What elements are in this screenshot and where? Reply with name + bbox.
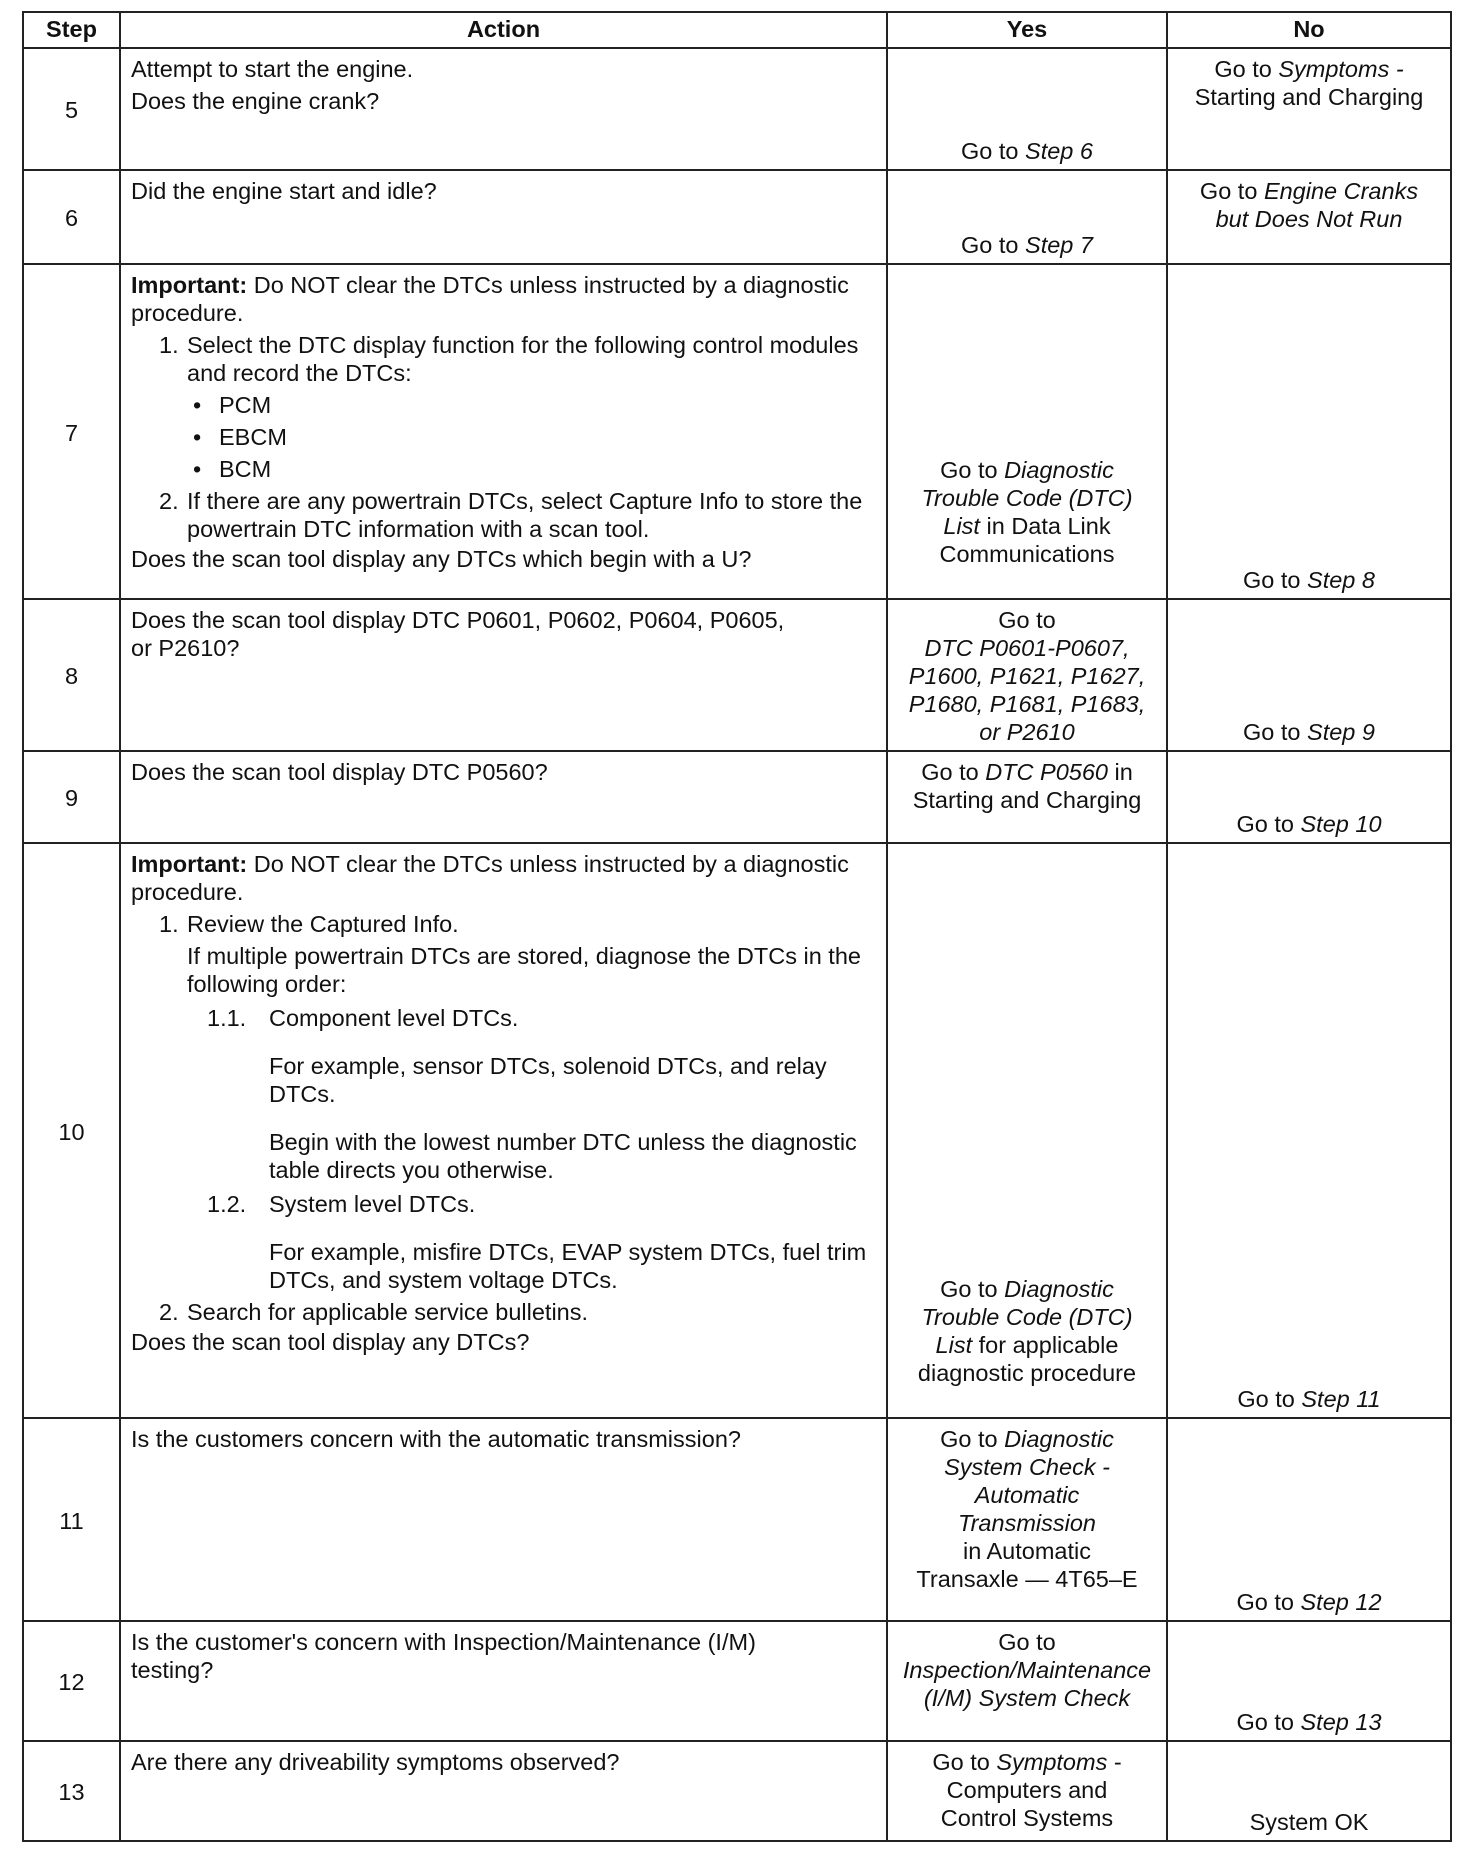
yes-cell (887, 843, 1167, 1418)
list-number: 1. (159, 332, 179, 358)
yes-link[interactable]: List (943, 513, 980, 539)
table-row (23, 1621, 1451, 1741)
no-link[interactable]: Symptoms - (1278, 56, 1404, 82)
action-line: Is the customer's concern with Inspection/Maintenance (I/M) (131, 1629, 756, 1655)
no-cell (1167, 599, 1451, 751)
action-cell (120, 751, 887, 843)
action-line: Does the engine crank? (131, 88, 380, 114)
step-number: 6 (23, 170, 120, 264)
no-text: Go to (1243, 567, 1308, 593)
action-cell (120, 170, 887, 264)
no-text: System OK (1249, 1809, 1369, 1835)
sublist-number: 1.2. (207, 1191, 247, 1217)
action-line: Does the scan tool display DTC P0601, P0602, P0604, P0605, (131, 607, 785, 633)
yes-text: diagnostic procedure (917, 1360, 1137, 1386)
yes-text: in Data Link (979, 513, 1111, 539)
no-cell (1167, 1741, 1451, 1841)
table-row (23, 599, 1451, 751)
sublist-detail: Begin with the lowest number DTC unless the diagnostic table directs you otherwise. (269, 1129, 857, 1183)
yes-text: Go to (961, 232, 1026, 258)
list-number: 1. (159, 911, 179, 937)
no-link[interactable]: Step 9 (1307, 719, 1375, 745)
yes-text: Go to (940, 1276, 1005, 1302)
important-text: Do NOT clear the DTCs unless instructed by a diagnostic procedure. (131, 851, 849, 905)
step-number: 8 (23, 599, 120, 751)
header-yes: Yes (887, 12, 1167, 48)
yes-link[interactable]: Transmission (958, 1510, 1096, 1536)
yes-cell (887, 1741, 1167, 1841)
list-detail: If multiple powertrain DTCs are stored, diagnose the DTCs in the following order: (187, 943, 861, 997)
yes-link[interactable]: Trouble Code (DTC) (921, 485, 1133, 511)
yes-link[interactable]: P1600, P1621, P1627, (908, 663, 1146, 689)
step-number: 5 (23, 48, 120, 170)
yes-text: Control Systems (940, 1805, 1114, 1831)
action-line: Is the customers concern with the automatic transmission? (131, 1426, 741, 1452)
yes-cell (887, 170, 1167, 264)
no-cell (1167, 48, 1451, 170)
yes-link[interactable]: Diagnostic (1004, 1426, 1114, 1452)
sublist-item: System level DTCs. (269, 1191, 476, 1217)
action-line: Attempt to start the engine. (131, 56, 414, 82)
table-row (23, 264, 1451, 599)
list-item: Search for applicable service bulletins. (187, 1299, 589, 1325)
list-item: Review the Captured Info. (187, 911, 459, 937)
no-link[interactable]: but Does Not Run (1215, 206, 1403, 232)
table-row (23, 170, 1451, 264)
no-cell (1167, 170, 1451, 264)
important-label: Important: (131, 851, 248, 877)
action-line: Did the engine start and idle? (131, 178, 437, 204)
yes-link[interactable]: DTC P0560 (985, 759, 1108, 785)
no-text: Go to (1236, 1589, 1301, 1615)
yes-text: in (1107, 759, 1133, 785)
table-row (23, 751, 1451, 843)
yes-text: Go to (961, 138, 1026, 164)
action-question: Does the scan tool display any DTCs which begin with a U? (131, 546, 752, 572)
no-link[interactable]: Step 8 (1307, 567, 1375, 593)
action-line: Does the scan tool display DTC P0560? (131, 759, 548, 785)
no-text: Go to (1236, 1709, 1301, 1735)
yes-cell (887, 264, 1167, 599)
no-link[interactable]: Engine Cranks (1263, 178, 1419, 204)
no-text: Go to (1236, 811, 1301, 837)
no-text: Go to (1243, 719, 1308, 745)
diagnostic-table (22, 11, 1452, 1842)
yes-link[interactable]: Inspection/Maintenance (902, 1657, 1152, 1683)
action-cell (120, 599, 887, 751)
action-cell (120, 1418, 887, 1621)
yes-text: for applicable (972, 1332, 1119, 1358)
list-number: 2. (159, 1299, 179, 1325)
yes-text: Go to (940, 457, 1005, 483)
sublist-number: 1.1. (207, 1005, 247, 1031)
no-cell (1167, 1621, 1451, 1741)
sublist-detail: For example, misfire DTCs, EVAP system DTCs, fuel trim DTCs, and system voltage DTCs. (269, 1239, 867, 1293)
no-text: Starting and Charging (1194, 84, 1424, 110)
important-label: Important: (131, 272, 248, 298)
bullet-item: PCM (219, 392, 272, 418)
header-row (23, 12, 1451, 48)
no-cell (1167, 1418, 1451, 1621)
no-link[interactable]: Step 13 (1300, 1709, 1382, 1735)
action-line: testing? (131, 1657, 214, 1683)
table-row (23, 48, 1451, 170)
step-number: 10 (23, 843, 120, 1418)
action-cell (120, 264, 887, 599)
action-cell (120, 1621, 887, 1741)
no-link[interactable]: Step 12 (1300, 1589, 1382, 1615)
bullet-icon: • (193, 392, 202, 418)
yes-link[interactable]: P1680, P1681, P1683, (908, 691, 1146, 717)
yes-link[interactable]: Diagnostic (1004, 1276, 1114, 1302)
action-cell (120, 1741, 887, 1841)
step-number: 9 (23, 751, 120, 843)
yes-link[interactable]: Trouble Code (DTC) (921, 1304, 1133, 1330)
yes-cell (887, 48, 1167, 170)
sublist-detail: For example, sensor DTCs, solenoid DTCs, and relay DTCs. (269, 1053, 827, 1107)
yes-cell (887, 1621, 1167, 1741)
action-line: or P2610? (131, 635, 240, 661)
yes-cell (887, 599, 1167, 751)
yes-text: Go to (998, 607, 1056, 633)
yes-link[interactable]: Step 7 (1025, 232, 1093, 258)
bullet-icon: • (193, 456, 202, 482)
sublist-item: Component level DTCs. (269, 1005, 519, 1031)
list-item: Select the DTC display function for the following control modules and record the DTCs: (187, 332, 859, 386)
yes-cell (887, 751, 1167, 843)
yes-link[interactable]: (I/M) System Check (923, 1685, 1131, 1711)
yes-link[interactable]: Automatic (974, 1482, 1080, 1508)
yes-text: Computers and (946, 1777, 1108, 1803)
yes-text: - (1107, 1749, 1122, 1775)
yes-cell (887, 1418, 1167, 1621)
header-no: No (1167, 12, 1451, 48)
bullet-icon: • (193, 424, 202, 450)
yes-link[interactable]: System Check - (944, 1454, 1110, 1480)
yes-link[interactable]: or P2610 (979, 719, 1075, 745)
yes-text: in Automatic (962, 1538, 1091, 1564)
no-cell (1167, 751, 1451, 843)
table-row (23, 1741, 1451, 1841)
action-question: Does the scan tool display any DTCs? (131, 1329, 530, 1355)
step-number: 13 (23, 1741, 120, 1841)
no-cell (1167, 843, 1451, 1418)
yes-text: Go to (932, 1749, 997, 1775)
header-action: Action (120, 12, 887, 48)
bullet-item: EBCM (219, 424, 287, 450)
yes-text: Go to (940, 1426, 1005, 1452)
list-item: If there are any powertrain DTCs, select Capture Info to store the powertrain DTC information with a scan tool. (187, 488, 863, 542)
yes-link[interactable]: Symptoms (996, 1749, 1108, 1775)
yes-link[interactable]: DTC P0601-P0607, (924, 635, 1130, 661)
step-number: 7 (23, 264, 120, 599)
bullet-item: BCM (219, 456, 272, 482)
no-text: Go to (1199, 178, 1264, 204)
yes-link[interactable]: List (935, 1332, 973, 1358)
important-text: Do NOT clear the DTCs unless instructed by a diagnostic procedure. (131, 272, 849, 326)
yes-link[interactable]: Diagnostic (1004, 457, 1114, 483)
no-link[interactable]: Step 11 (1301, 1386, 1381, 1412)
action-cell (120, 48, 887, 170)
header-step: Step (23, 12, 120, 48)
step-number: 12 (23, 1621, 120, 1741)
yes-text: Starting and Charging (912, 787, 1142, 813)
yes-text: Transaxle — 4T65–E (916, 1566, 1138, 1592)
step-number: 11 (23, 1418, 120, 1621)
yes-text: Communications (939, 541, 1115, 567)
yes-link[interactable]: Step 6 (1025, 138, 1093, 164)
yes-text: Go to (921, 759, 986, 785)
action-cell (120, 843, 887, 1418)
table-row (23, 843, 1451, 1418)
no-text: Go to (1237, 1386, 1302, 1412)
no-link[interactable]: Step 10 (1300, 811, 1382, 837)
yes-text: Go to (998, 1629, 1056, 1655)
action-line: Are there any driveability symptoms observed? (131, 1749, 620, 1775)
no-text: Go to (1214, 56, 1279, 82)
list-number: 2. (159, 488, 179, 514)
no-cell (1167, 264, 1451, 599)
table-row (23, 1418, 1451, 1621)
